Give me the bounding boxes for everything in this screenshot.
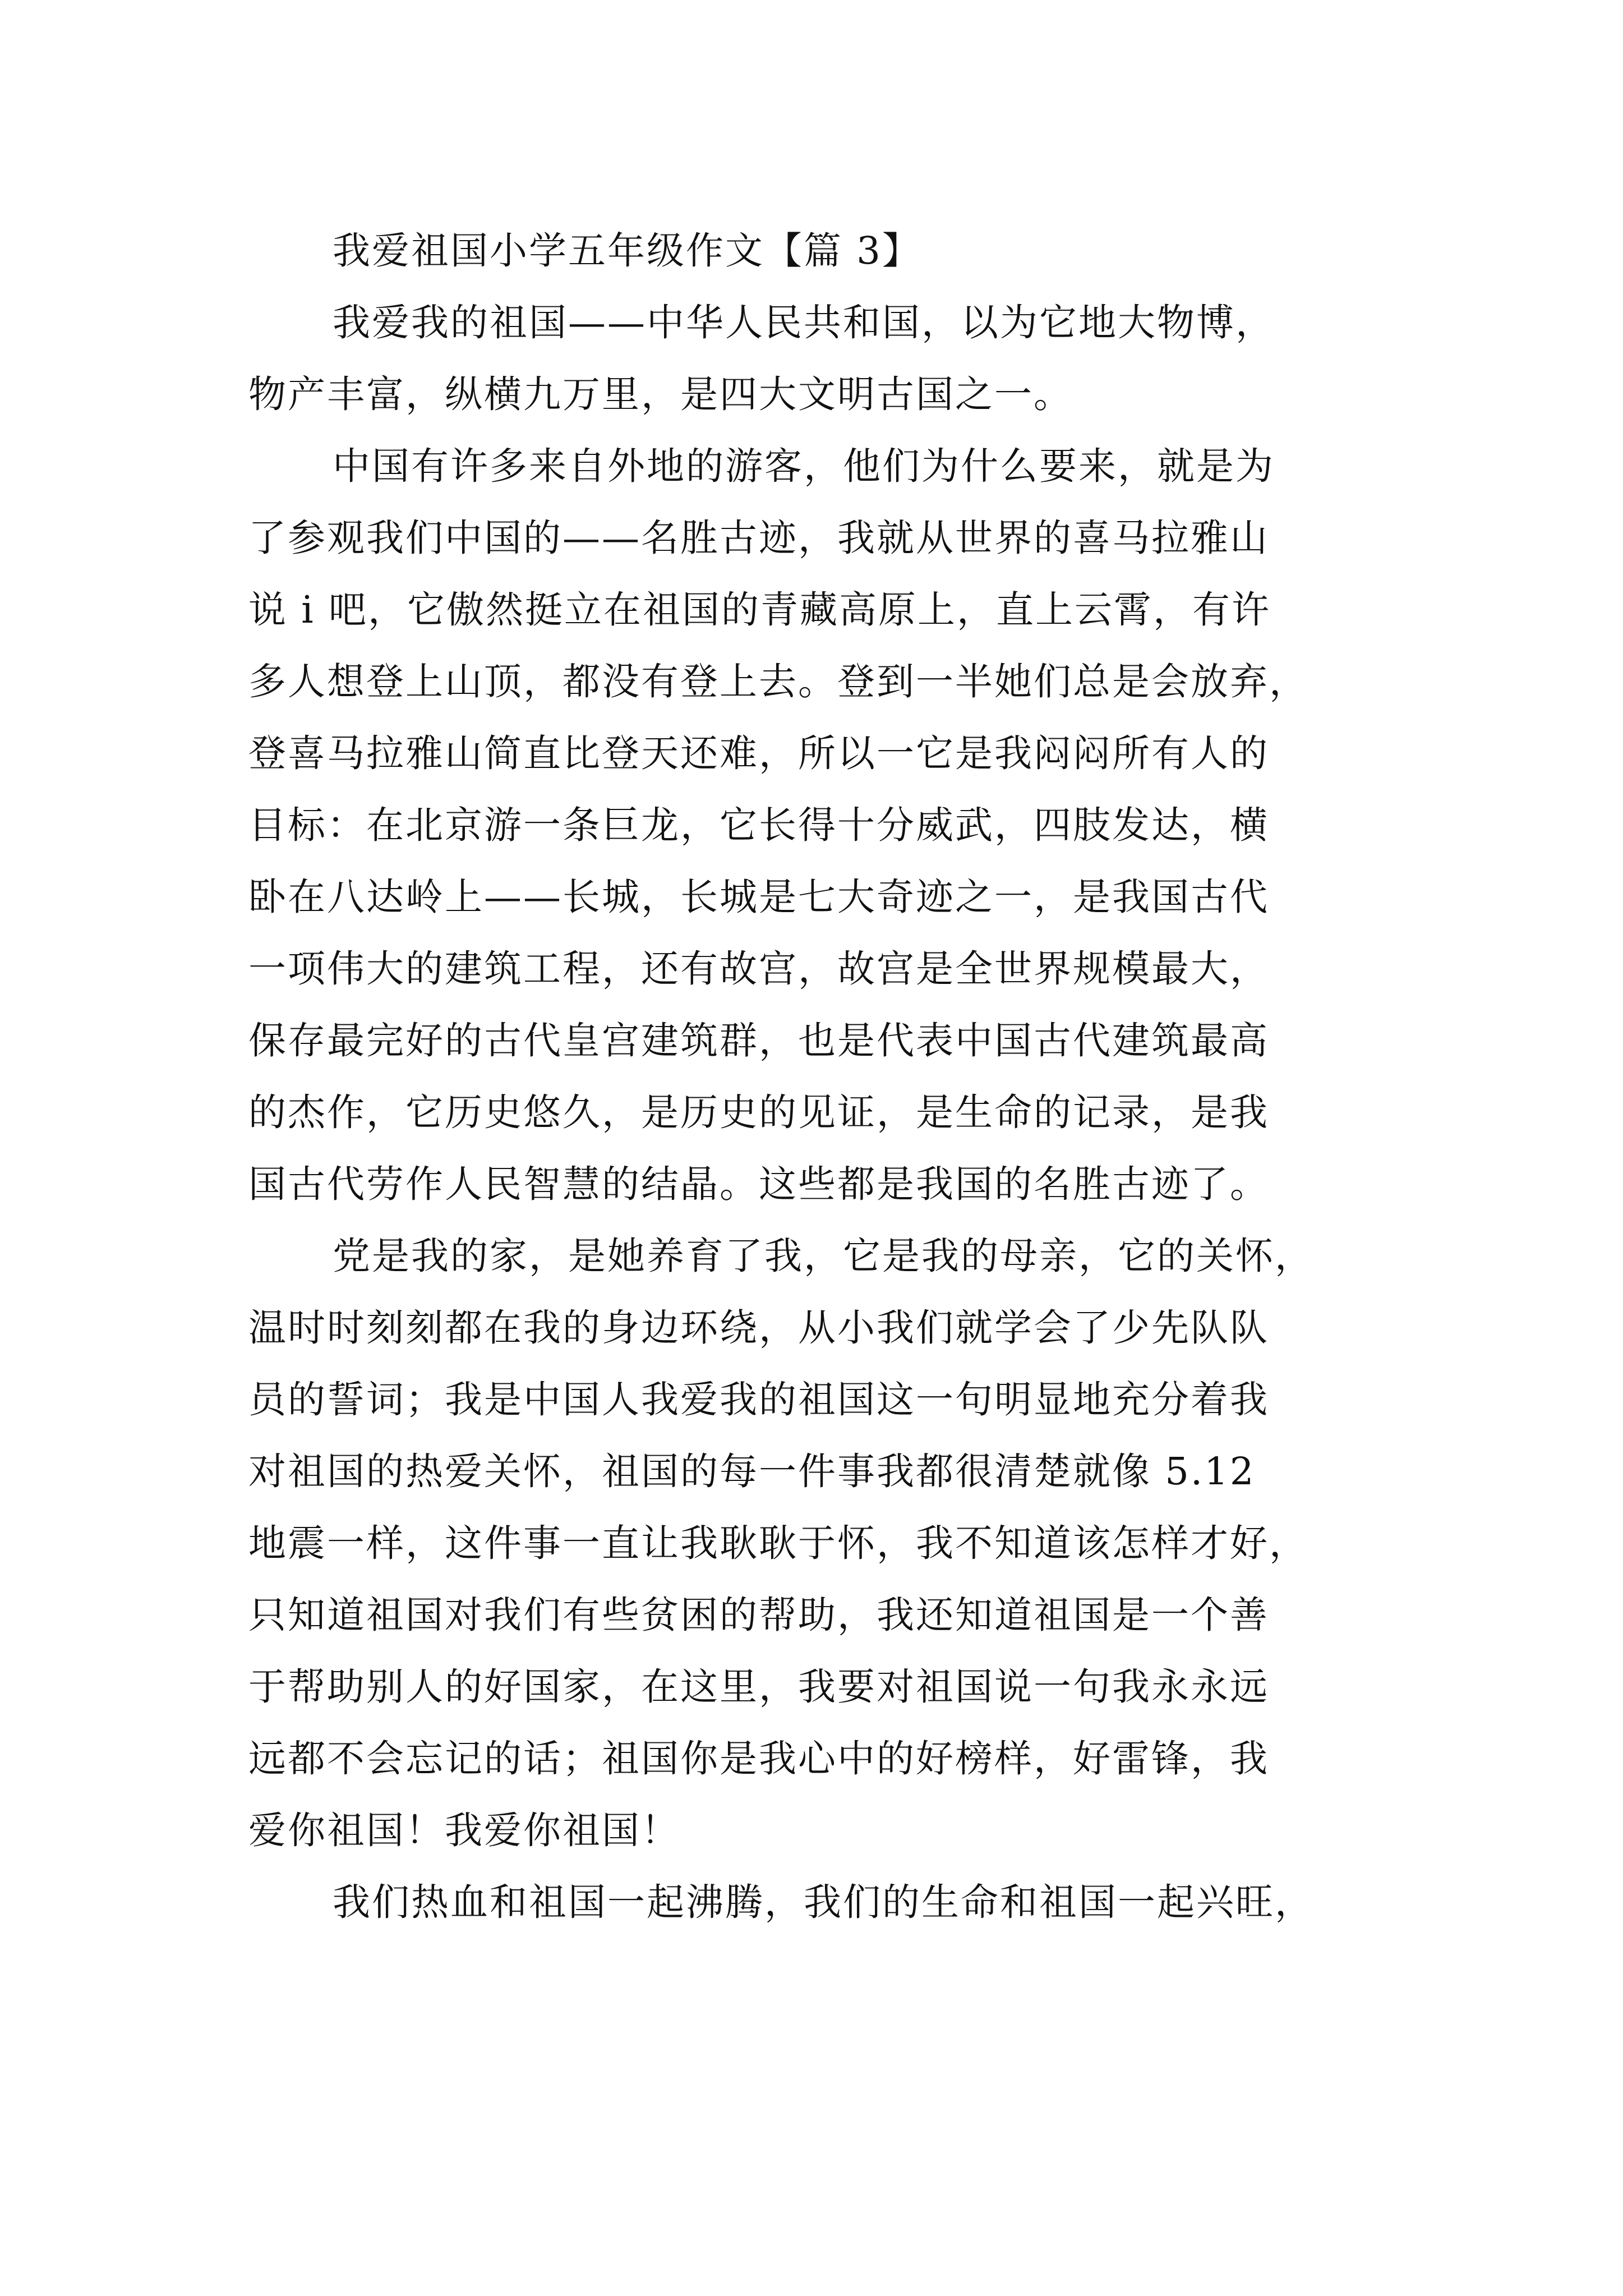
paragraph-3-line-4: 对祖国的热爱关怀，祖国的每一件事我都很清楚就像 5.12	[248, 1450, 1256, 1493]
paragraph-3-line-3: 员的誓词；我是中国人我爱我的祖国这一句明显地充分着我	[248, 1378, 1269, 1421]
paragraph-3-line-7: 于帮助别人的好国家，在这里，我要对祖国说一句我永永远	[248, 1665, 1269, 1709]
paragraph-3-line-8: 远都不会忘记的话；祖国你是我心中的好榜样，好雷锋，我	[248, 1737, 1269, 1780]
paragraph-2-line-1: 中国有许多来自外地的游客，他们为什么要来，就是为	[333, 444, 1275, 488]
paragraph-3-line-1: 党是我的家，是她养育了我，它是我的母亲，它的关怀，	[333, 1234, 1314, 1278]
paragraph-2-line-4: 多人想登上山顶，都没有登上去。登到一半她们总是会放弃，	[248, 660, 1308, 703]
paragraph-2-line-11: 国古代劳作人民智慧的结晶。这些都是我国的名胜古迹了。	[248, 1162, 1269, 1206]
essay-title: 我爱祖国小学五年级作文【篇 3】	[333, 229, 921, 273]
paragraph-2-line-2: 了参观我们中国的——名胜古迹，我就从世界的喜马拉雅山	[248, 516, 1269, 560]
paragraph-2-line-7: 卧在八达岭上——长城，长城是七大奇迹之一，是我国古代	[248, 875, 1269, 919]
paragraph-1-line-2: 物产丰富，纵横九万里，是四大文明古国之一。	[248, 372, 1073, 416]
paragraph-1-line-1: 我爱我的祖国——中华人民共和国，以为它地大物博，	[333, 301, 1275, 344]
paragraph-3-line-9: 爱你祖国！我爱你祖国！	[248, 1809, 680, 1852]
paragraph-2-line-8: 一项伟大的建筑工程，还有故宫，故宫是全世界规模最大，	[248, 947, 1269, 991]
document-body	[248, 215, 1404, 1938]
paragraph-2-line-5: 登喜马拉雅山简直比登天还难，所以一它是我闷闷所有人的	[248, 731, 1269, 775]
paragraph-3-line-2: 温时时刻刻都在我的身边环绕，从小我们就学会了少先队队	[248, 1306, 1269, 1350]
paragraph-2-line-3: 说 i 吧，它傲然挺立在祖国的青藏高原上，直上云霄，有许	[248, 588, 1271, 632]
paragraph-3-line-6: 只知道祖国对我们有些贫困的帮助，我还知道祖国是一个善	[248, 1593, 1269, 1637]
paragraph-4-line-1: 我们热血和祖国一起沸腾，我们的生命和祖国一起兴旺，	[333, 1880, 1314, 1924]
paragraph-2-line-10: 的杰作，它历史悠久，是历史的见证，是生命的记录，是我	[248, 1091, 1269, 1134]
paragraph-2-line-9: 保存最完好的古代皇宫建筑群，也是代表中国古代建筑最高	[248, 1019, 1269, 1062]
paragraph-2-line-6: 目标：在北京游一条巨龙，它长得十分威武，四肢发达，横	[248, 803, 1269, 847]
paragraph-3-line-5: 地震一样，这件事一直让我耿耿于怀，我不知道该怎样才好，	[248, 1521, 1308, 1565]
